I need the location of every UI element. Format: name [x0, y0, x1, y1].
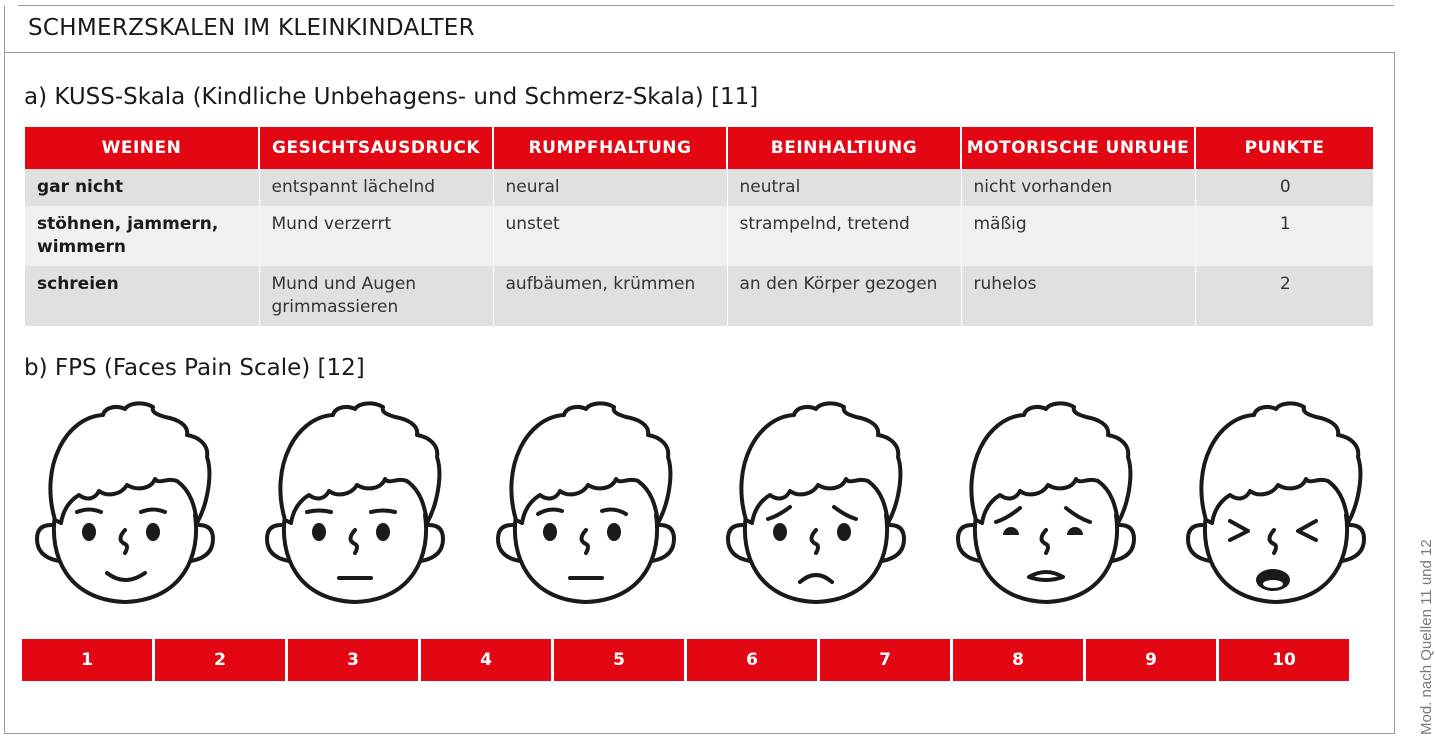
cell-gesichtsausdruck: entspannt lächelnd — [259, 169, 493, 206]
sad-face-icon — [718, 395, 923, 615]
cell-beinhaltung: an den Körper gezogen — [727, 266, 961, 326]
pained-face-icon — [948, 395, 1153, 615]
fps-faces — [0, 395, 1429, 625]
neutral-face-icon — [257, 395, 462, 615]
scale-cell-1: 1 — [22, 639, 152, 681]
cell-weinen: schreien — [25, 266, 259, 326]
header-beinhaltung: BEINHALTIUNG — [727, 127, 961, 169]
crying-face-icon — [1178, 395, 1383, 615]
cell-gesichtsausdruck: Mund verzerrt — [259, 206, 493, 266]
header-punkte: PUNKTE — [1195, 127, 1373, 169]
cell-rumpfhaltung: neural — [493, 169, 727, 206]
table-row — [25, 169, 1373, 206]
frame-left-edge — [4, 6, 5, 53]
kuss-header-row — [25, 127, 1373, 169]
table-row — [25, 206, 1373, 266]
table-row — [25, 266, 1373, 326]
kuss-table — [25, 127, 1373, 326]
smiling-face-icon — [27, 395, 232, 615]
scale-cell-10: 10 — [1219, 639, 1349, 681]
page-title: SCHMERZSKALEN IM KLEINKINDALTER — [28, 15, 475, 41]
scale-cell-6: 6 — [687, 639, 817, 681]
header-motorische-unruhe: MOTORISCHE UNRUHE — [961, 127, 1195, 169]
cell-gesichtsausdruck: Mund und Augen grimmassieren — [259, 266, 493, 326]
scale-cell-2: 2 — [155, 639, 285, 681]
cell-punkte: 1 — [1195, 206, 1373, 266]
scale-cell-4: 4 — [421, 639, 551, 681]
cell-punkte: 2 — [1195, 266, 1373, 326]
cell-weinen: gar nicht — [25, 169, 259, 206]
slightly-worried-face-icon — [488, 395, 693, 615]
cell-punkte: 0 — [1195, 169, 1373, 206]
cell-rumpfhaltung: unstet — [493, 206, 727, 266]
scale-cell-8: 8 — [953, 639, 1083, 681]
cell-rumpfhaltung: aufbäumen, krümmen — [493, 266, 727, 326]
header-gesichtsausdruck: GESICHTSAUSDRUCK — [259, 127, 493, 169]
cell-beinhaltung: strampelnd, tretend — [727, 206, 961, 266]
header-weinen: WEINEN — [25, 127, 259, 169]
cell-weinen: stöhnen, jammern, wimmern — [25, 206, 259, 266]
fps-section-title: b) FPS (Faces Pain Scale) [12] — [24, 355, 365, 381]
cell-motorische-unruhe: ruhelos — [961, 266, 1195, 326]
scale-cell-7: 7 — [820, 639, 950, 681]
cell-beinhaltung: neutral — [727, 169, 961, 206]
top-rule — [18, 5, 1394, 6]
scale-cell-5: 5 — [554, 639, 684, 681]
fps-number-scale — [22, 639, 1349, 681]
kuss-section-title: a) KUSS-Skala (Kindliche Unbehagens- und Schmerz-Skala) [11] — [24, 84, 759, 110]
cell-motorische-unruhe: mäßig — [961, 206, 1195, 266]
header-rumpfhaltung: RUMPFHALTUNG — [493, 127, 727, 169]
source-note: Mod. nach Quellen 11 und 12 — [1418, 539, 1435, 735]
scale-cell-3: 3 — [288, 639, 418, 681]
scale-cell-9: 9 — [1086, 639, 1216, 681]
cell-motorische-unruhe: nicht vorhanden — [961, 169, 1195, 206]
